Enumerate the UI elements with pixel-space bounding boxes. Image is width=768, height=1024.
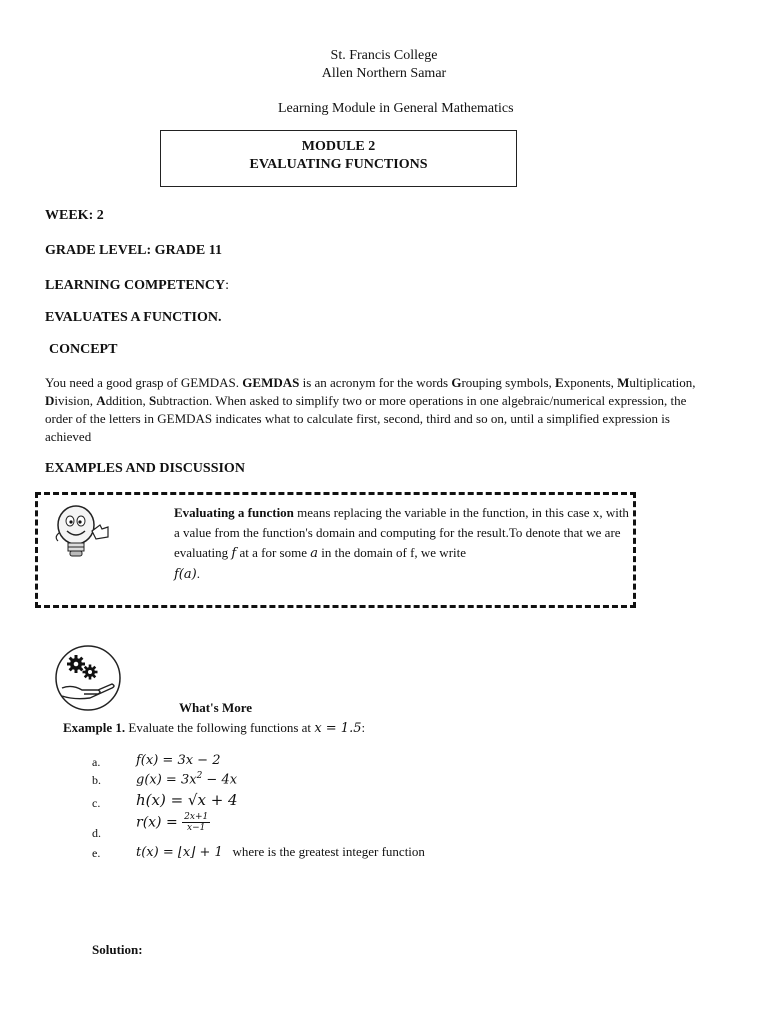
whats-more-heading: What's More <box>179 700 253 715</box>
item-b-exponent: 2 <box>196 771 203 781</box>
example-x-value: x = 1.5 <box>314 721 362 736</box>
solution-label: Solution: <box>92 942 143 957</box>
item-d-denominator: x−1 <box>187 823 206 833</box>
examples-heading: EXAMPLES AND DISCUSSION <box>45 461 245 476</box>
school-name: St. Francis College <box>330 48 438 63</box>
letter-m: M <box>617 375 630 390</box>
item-c-expression: h(x) = √x + 4 <box>136 791 238 809</box>
item-e-note: where is the greatest integer function <box>222 844 425 859</box>
week-label: WEEK: 2 <box>45 208 104 223</box>
letter-g: G <box>451 375 462 390</box>
concept-text-6: ivision, <box>54 393 97 408</box>
example-colon: : <box>361 720 366 735</box>
learning-competency-label <box>45 278 229 294</box>
item-e-expression <box>136 844 425 860</box>
item-a-letter: a. <box>92 755 101 769</box>
item-d-expression <box>136 812 210 833</box>
gears-in-hand-icon <box>54 644 122 717</box>
item-b-letter: b. <box>92 773 101 787</box>
item-b-rhs: − 4x <box>202 772 238 788</box>
competency-heading: LEARNING COMPETENCY <box>45 278 226 293</box>
item-d-numerator: 2x+1 <box>184 812 209 822</box>
definition-period: . <box>196 566 200 581</box>
definition-a: a <box>310 546 318 561</box>
item-d-letter: d. <box>92 826 101 840</box>
school-location: Allen Northern Samar <box>321 66 447 81</box>
item-a-expression: f(x) = 3x − 2 <box>136 753 221 768</box>
example-1-prompt <box>63 720 365 736</box>
letter-d: D <box>45 393 55 408</box>
definition-text-1: means replacing the variable in the function, in this case x, with a value from the function's domain and computing for the result.To denote that we are evaluating <box>174 505 629 560</box>
competency-colon: : <box>225 278 229 293</box>
item-b-expression <box>136 771 237 787</box>
definition-text-2: at a for some <box>236 545 311 560</box>
item-c-letter: c. <box>92 796 101 810</box>
concept-text-8: ubtraction. When asked to simplify two or more operations in one algebraic/numerical expression, the order of the letters in GEMDAS indicates what to calculate first, second, third and so on, until a simplified expression is achieved <box>45 393 687 444</box>
definition-text <box>174 503 634 585</box>
grade-level-label: GRADE LEVEL: GRADE 11 <box>45 243 222 258</box>
concept-paragraph <box>45 374 705 446</box>
module-number: MODULE 2 <box>301 139 376 154</box>
competency-value: EVALUATES A FUNCTION. <box>45 310 222 325</box>
item-b-lhs: g(x) = 3x <box>136 772 197 788</box>
example-label: Example 1. <box>63 720 126 735</box>
item-e-letter: e. <box>92 846 101 860</box>
module-title: EVALUATING FUNCTIONS <box>249 157 428 172</box>
concept-text-3: rouping symbols, <box>461 375 556 390</box>
letter-e: E <box>555 375 564 390</box>
definition-f: f <box>231 546 237 561</box>
concept-text-2: is an acronym for the words <box>299 375 452 390</box>
definition-fa: f(a) <box>174 567 197 582</box>
letter-s: S <box>149 393 157 408</box>
concept-text-7: ddition, <box>105 393 150 408</box>
gemdas-term: GEMDAS <box>242 375 300 390</box>
item-d-lhs: r(x) = <box>136 814 183 831</box>
example-text: Evaluate the following functions at <box>125 720 315 735</box>
concept-text-1: You need a good grasp of GEMDAS. <box>45 375 243 390</box>
definition-term: Evaluating a function <box>174 505 294 520</box>
definition-text-3: in the domain of f, we write <box>318 545 467 560</box>
module-title-box <box>160 130 517 187</box>
item-d-fraction <box>182 812 210 833</box>
concept-heading: CONCEPT <box>49 342 118 357</box>
lightbulb-mascot-icon <box>52 503 114 568</box>
module-subject: Learning Module in General Mathematics <box>278 101 514 116</box>
concept-text-5: ultiplication, <box>629 375 696 390</box>
letter-a: A <box>96 393 106 408</box>
item-e-formula: t(x) = ⌊x⌋ + 1 <box>136 845 223 860</box>
concept-text-4: xponents, <box>563 375 618 390</box>
